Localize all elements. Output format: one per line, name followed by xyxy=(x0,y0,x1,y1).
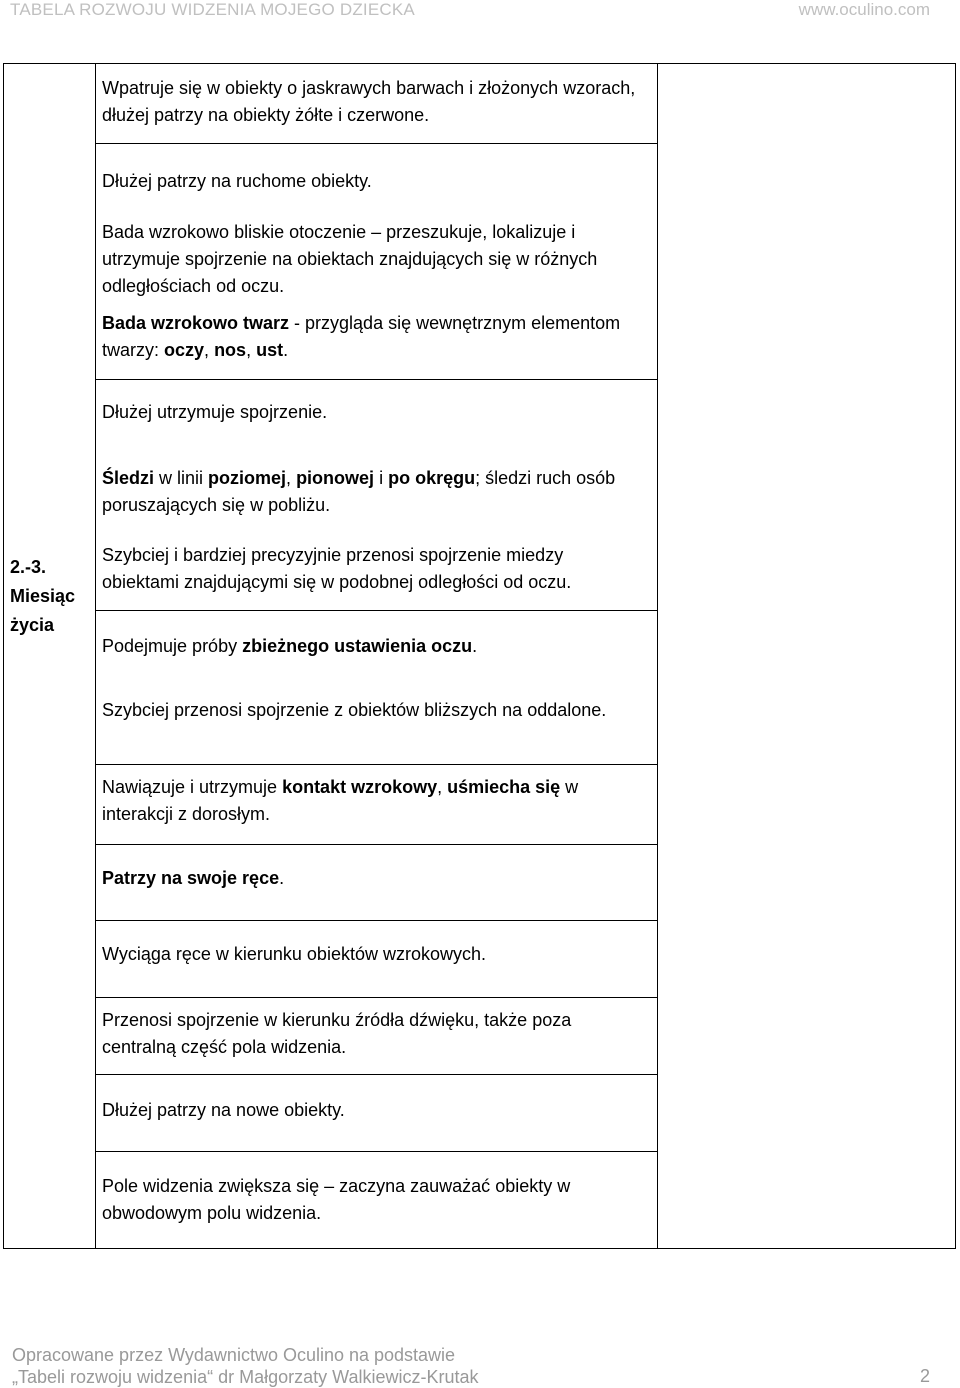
column-divider xyxy=(95,64,96,1248)
text: . xyxy=(279,868,285,888)
header-site: www.oculino.com xyxy=(798,0,930,19)
bold-text: ust xyxy=(256,340,284,360)
row-divider xyxy=(95,143,657,144)
row-divider xyxy=(95,844,657,845)
text: Podejmuje próby xyxy=(102,636,243,656)
bold-text: oczy xyxy=(164,340,205,360)
table-row xyxy=(102,219,642,300)
text: . xyxy=(283,340,289,360)
page-header xyxy=(0,0,960,22)
text: Wpatruje się w obiekty o jaskrawych barwach i złożonych wzorach, dłużej patrzy na obiekty żółte i czerwone. xyxy=(102,78,636,125)
age-label-line: Miesiąc xyxy=(10,586,76,606)
bold-text: zbieżnego ustawienia oczu xyxy=(242,636,473,656)
text: Przenosi spojrzenie w kierunku źródła dźwięku, także poza centralną część pola widzenia. xyxy=(102,1010,572,1057)
row-divider xyxy=(95,997,657,998)
text: - przygląda się wewnętrznym elementom twarzy: xyxy=(102,313,621,360)
age-label-line: życia xyxy=(10,615,55,635)
text: Dłużej patrzy na ruchome obiekty. xyxy=(102,171,372,191)
text: , xyxy=(286,468,297,488)
row-divider xyxy=(95,764,657,765)
age-label-line: 2.-3. xyxy=(10,557,47,577)
table-row xyxy=(102,1097,642,1124)
footer-line: Opracowane przez Wydawnictwo Oculino na podstawie xyxy=(12,1345,456,1365)
text: ; śledzi ruch osób poruszających się w pobliżu. xyxy=(102,468,616,515)
row-divider xyxy=(95,610,657,611)
header-title: TABELA ROZWOJU WIDZENIA MOJEGO DZIECKA xyxy=(10,0,415,19)
text: Szybciej przenosi spojrzenie z obiektów bliższych na oddalone. xyxy=(102,700,607,720)
footer-line: „Tabeli rozwoju widzenia“ dr Małgorzaty Walkiewicz-Krutak xyxy=(12,1367,479,1387)
text: Pole widzenia zwiększa się – zaczyna zauważać obiekty w obwodowym polu widzenia. xyxy=(102,1176,571,1223)
text: , xyxy=(246,340,257,360)
row-divider xyxy=(95,1074,657,1075)
bold-text: po okręgu xyxy=(388,468,476,488)
text: Dłużej patrzy na nowe obiekty. xyxy=(102,1100,345,1120)
text: Szybciej i bardziej precyzyjnie przenosi spojrzenie miedzy obiektami znajdującymi się w podobnej odległości od oczu. xyxy=(102,545,572,592)
text: i xyxy=(374,468,389,488)
table-row xyxy=(102,542,642,596)
table-row xyxy=(102,633,642,660)
bold-text: uśmiecha się xyxy=(447,777,561,797)
table-row xyxy=(102,941,642,968)
table-row xyxy=(102,865,642,892)
table-row xyxy=(102,168,642,195)
table-row xyxy=(102,1007,642,1061)
column-divider xyxy=(657,64,658,1248)
table-row xyxy=(102,465,642,519)
text: . xyxy=(472,636,478,656)
bold-text: Patrzy na swoje ręce xyxy=(102,868,280,888)
table-row xyxy=(102,1173,642,1227)
table-row xyxy=(102,310,642,364)
bold-text: nos xyxy=(214,340,247,360)
page-footer xyxy=(12,1344,942,1388)
age-label xyxy=(10,553,75,640)
table-row xyxy=(102,774,642,828)
text: , xyxy=(204,340,215,360)
table-row xyxy=(102,697,642,724)
text: Bada wzrokowo bliskie otoczenie – przeszukuje, lokalizuje i utrzymuje spojrzenie na obiektach znajdujących się w różnych odległościach od oczu. xyxy=(102,222,598,296)
page-number: 2 xyxy=(919,1366,930,1386)
bold-text: poziomej xyxy=(208,468,287,488)
text: Dłużej utrzymuje spojrzenie. xyxy=(102,402,328,422)
row-divider xyxy=(95,379,657,380)
bold-text: kontakt wzrokowy xyxy=(282,777,438,797)
bold-text: Bada wzrokowo twarz xyxy=(102,313,290,333)
table-row xyxy=(102,75,642,129)
bold-text: pionowej xyxy=(296,468,375,488)
text: w interakcji z dorosłym. xyxy=(102,777,579,824)
text: Wyciąga ręce w kierunku obiektów wzrokowych. xyxy=(102,944,486,964)
text: Nawiązuje i utrzymuje xyxy=(102,777,283,797)
text: w linii xyxy=(154,468,209,488)
row-divider xyxy=(95,920,657,921)
table-row xyxy=(102,399,642,426)
bold-text: Śledzi xyxy=(102,468,155,488)
row-divider xyxy=(95,1151,657,1152)
text: , xyxy=(437,777,448,797)
